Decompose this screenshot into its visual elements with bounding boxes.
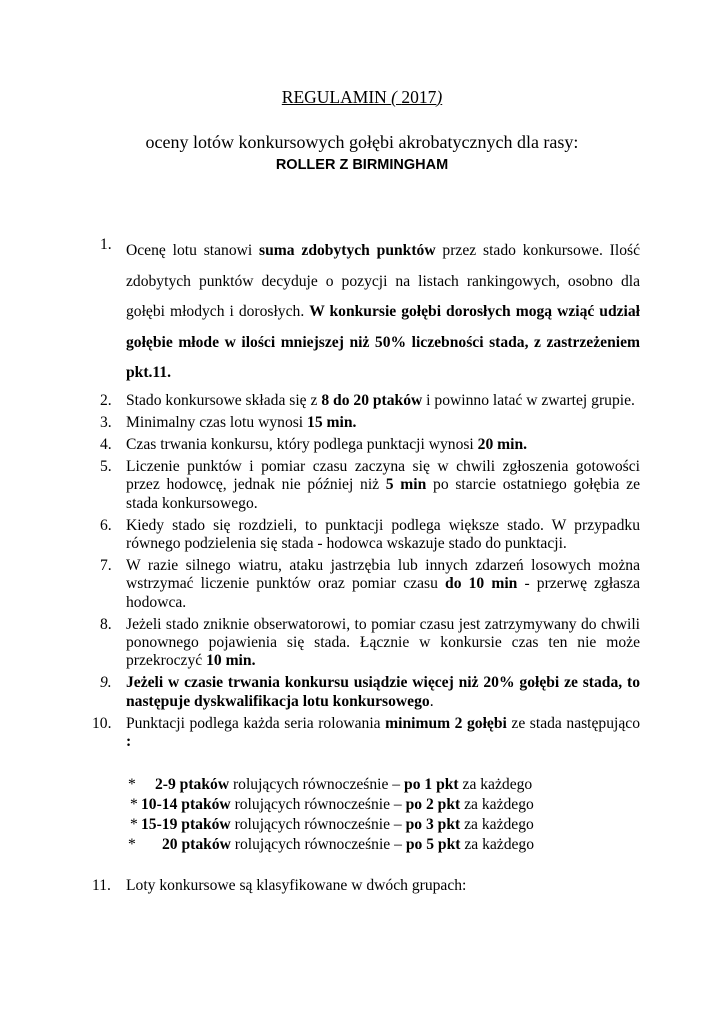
scoring-end: za każdego [458,776,533,794]
rule-bold-text: W konkursie gołębi dorosłych mogą wziąć udział gołębie młode w ilości mniejszej niż 50% liczebności stada, z zastrzeżeniem pkt.11. [126,303,641,381]
rule-item [92,714,640,751]
rule-text [126,517,640,553]
rule-number: 7. [100,557,112,575]
rule-bold-text: suma zdobytych punktów [259,242,436,259]
rule-bold-text: do 10 min [445,575,518,593]
rule-plain-text: przez stado konkursowe. Ilość zdobytych punktów decyduje o pozycji na listach rankingowych, osobno dla gołębi młodych i dorosłych. [126,242,640,320]
scoring-range: 10-14 ptaków [141,796,231,814]
rule-number: 6. [100,516,112,534]
bullet-star: * [128,836,136,854]
rule-number: 2. [100,391,112,409]
rule-item [100,616,640,671]
rule-item [100,674,640,710]
rule-plain-text: i powinno latać w zwartej grupie. [422,391,635,409]
rule-item [100,236,640,389]
rule-text [126,436,640,454]
rule-plain-text: Stado konkursowe składa się z [126,391,322,409]
rule-number: 9. [100,674,112,692]
rules-list [92,236,641,895]
scoring-mid: rolujących równocześnie – [229,776,405,794]
rule-plain-text: Liczenie punktów i pomiar czasu zaczyna się w chwili zgłoszenia gotowości przez hodowcę, jednak nie później niż [126,458,640,494]
rule-plain-text: - przerwę zgłasza hodowca. [126,575,641,611]
scoring-pts: po 2 pkt [405,796,461,814]
scoring-text [141,815,534,835]
rule-number: 1. [100,236,112,253]
bullet-star: * [130,816,138,834]
scoring-text [162,835,534,855]
rule-text [126,557,640,612]
rule-text [126,392,640,410]
scoring-text [141,795,534,815]
scoring-text [155,775,532,795]
rule-text [126,458,640,513]
rule-text [126,236,640,389]
scoring-list [100,775,640,855]
document-subtitle: oceny lotów konkursowych gołębi akrobatycznych dla rasy: [145,132,579,152]
rule-plain-text: ze stada następująco [506,714,640,732]
rule-bold-text: 5 min [385,476,427,494]
rule-text: Loty konkursowe są klasyfikowane w dwóch grupach: [126,877,467,895]
bullet-star: * [128,776,136,794]
breed-name: ROLLER Z BIRMINGHAM [275,157,449,173]
rule-text [126,616,640,671]
rule-bold-text: Jeżeli w czasie trwania konkursu usiądzie więcej niż 20% gołębi ze stada, to następuje dyskwalifikacja lotu konkursowego [126,674,640,710]
scoring-row [100,795,640,815]
scoring-row [100,775,640,795]
rule-text [126,414,640,432]
bullet-star: * [130,796,138,814]
document-title [0,87,724,108]
scoring-range: 20 ptaków [162,836,231,854]
scoring-pts: po 1 pkt [404,776,459,794]
rule-item [100,436,640,454]
rule-bold-text: minimum 2 gołębi [385,714,507,732]
scoring-mid: rolujących równocześnie – [230,816,406,834]
scoring-end: za każdego [460,796,534,814]
rule-bold-text: : [126,732,132,750]
rule-plain-text: . [429,692,434,710]
title-paren-close: ) [436,87,443,107]
rule-number: 5. [100,458,112,476]
scoring-mid: rolujących równocześnie – [230,796,406,814]
rule-plain-text: Punktacji podlega każda seria rolowania [126,714,386,732]
rule-item [100,392,640,410]
rule-plain-text: Minimalny czas lotu wynosi [126,413,308,431]
rule-bold-text: 15 min. [307,413,357,431]
scoring-range: 15-19 ptaków [141,816,231,834]
scoring-mid: rolujących równocześnie – [230,836,406,854]
rule-item [100,458,640,513]
rule-number: 10. [92,714,112,732]
rule-item [100,414,640,432]
rule-text [126,674,640,710]
rule-plain-text: Jeżeli stado zniknie obserwatorowi, to pomiar czasu jest zatrzymywany do chwili ponownego pojawienia się stada. Łącznie w konkursie czas ten nie może przekroczyć [126,615,640,670]
scoring-end: za każdego [460,816,534,834]
rule-plain-text: Ocenę lotu stanowi [126,242,260,259]
scoring-row [100,815,640,835]
scoring-row [100,835,640,855]
scoring-pts: po 3 pkt [405,816,461,834]
rule-item [100,517,640,553]
title-word: REGULAMIN [281,87,392,107]
rule-plain-text: Czas trwania konkursu, który podlega punktacji wynosi [126,435,478,453]
rule-item [100,557,640,612]
rule-bold-text: 10 min. [206,652,256,670]
scoring-pts: po 5 pkt [405,836,461,854]
rule-bold-text: 8 do 20 ptaków [321,391,423,409]
rule-text [126,715,640,751]
rule-plain-text: W razie silnego wiatru, ataku jastrzębia lub innych zdarzeń losowych można wstrzymać liczenie punktów oraz pomiar czasu [126,557,640,593]
title-paren-open: ( [391,87,402,107]
rule-plain-text: Kiedy stado się rozdzieli, to punktacji podlega większe stado. W przypadku równego podzielenia się stada - hodowca wskazuje stado do punktacji. [126,516,640,552]
rule-number: 3. [100,413,112,431]
title-year: 2017 [401,87,437,107]
scoring-end: za każdego [460,836,535,854]
rule-plain-text: po starcie ostatniego gołębia ze stada konkursowego. [126,476,640,512]
rule-number: 4. [100,435,112,453]
rule-number: 8. [100,615,112,633]
rule-item-11 [92,877,640,895]
rule-number: 11. [92,877,111,895]
scoring-range: 2-9 ptaków [155,776,230,794]
rule-bold-text: 20 min. [477,435,528,453]
